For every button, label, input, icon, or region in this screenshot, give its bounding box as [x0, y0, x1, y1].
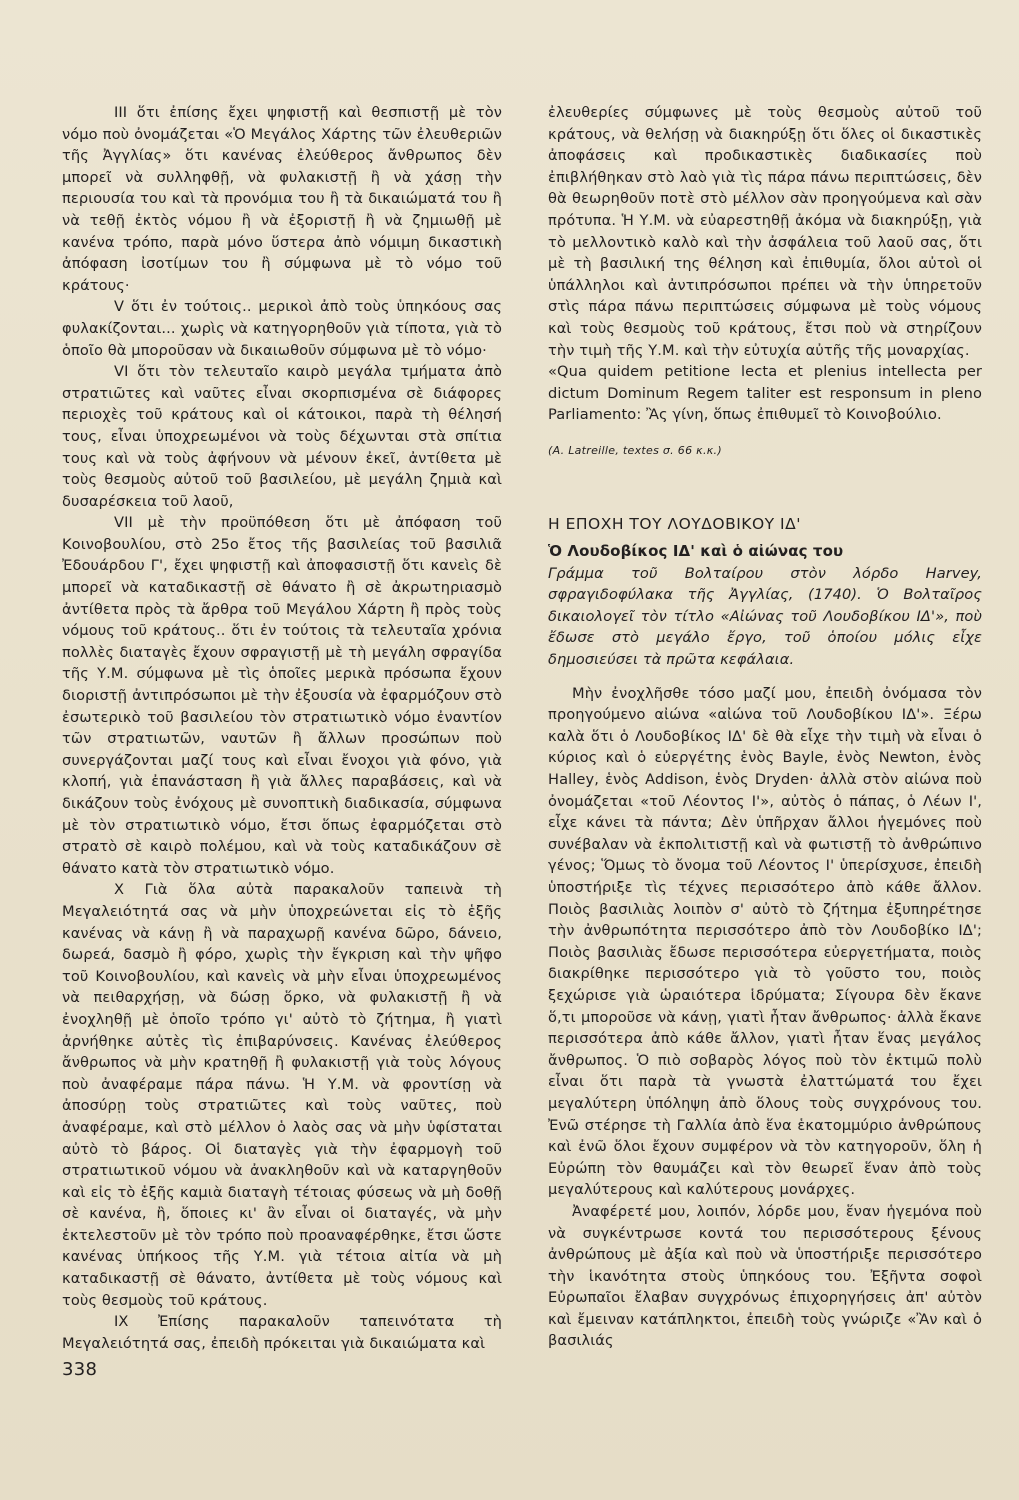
voltaire-paragraph-1: Μὴν ἐνοχλῆσθε τόσο μαζί μου, ἐπειδὴ ὀνόμασα τὸν προηγούμενο αἰώνα «αἰώνα τοῦ Λουδοβίκου ΙΔ'». Ξέρω καλὰ ὅτι ὁ Λουδοβίκος ΙΔ' δὲ θὰ εἶχε τὴν τιμὴ νὰ εἶναι ὁ κύριος καὶ ὁ εὐεργέτης ἑνὸς Bayle, ἑνὸς Newton, ἑνὸς Halley, ἑνὸς Addison, ἑνὸς Dryden· ἀλλὰ στὸν αἰώνα ποὺ ὀνομάζεται «τοῦ Λέοντος Ι'», αὐτὸς ὁ πάπας, ὁ Λέων Ι', εἶχε κάνει τὰ πάντα; Δὲν ὑπῆρχαν ἄλλοι ἡγεμόνες ποὺ συνέβαλαν νὰ ἐκπολιτιστῇ καὶ νὰ φωτιστῇ τὸ ἀνθρώπινο γένος; Ὅμως τὸ ὄνομα τοῦ Λέοντος Ι' ὑπερίσχυσε, ἐπειδὴ ὑποστήριξε τὶς τέχνες περισσότερο ἀπὸ κάθε ἄλλον. Ποιὸς βασιλιὰς λοιπὸν σ' αὐτὸ τὸ ζήτημα ἐξυπηρέτησε τὴν ἀνθρωπότητα περισσότερο ἀπὸ τὸν Λουδοβίκο ΙΔ'; Ποιὸς βασιλιὰς ἔδωσε περισσότερα εὐεργετήματα, ποιὸς διακρίθηκε περισσότερο γιὰ τὸ γοῦστο του, ποιὸς ξεχώρισε γιὰ ὡραιότερα ἱδρύματα; Σίγουρα δὲν ἔκανε ὅ,τι μποροῦσε νὰ κάνῃ, γιατὶ ἦταν ἄνθρωπος· ἀλλὰ ἔκανε περισσότερα ἀπὸ κάθε ἄλλον, γιατὶ ἦταν ἕνας μεγάλος ἄνθρωπος. Ὁ πιὸ σοβαρὸς λόγος ποὺ τὸν ἐκτιμῶ πολὺ εἶναι ὅτι παρὰ τὰ γνωστὰ ἐλαττώματά του ἔχει μεγαλύτερη ὑπόληψη ἀπὸ ὅλους τοὺς συγχρόνους του. Ἐνῶ στέρησε τὴ Γαλλία ἀπὸ ἕνα ἑκατομμύριο ἀνθρώπους καὶ ἐνῶ ὅλοι ἔχουν συμφέρον νὰ τὸν κατηγοροῦν, ὅλη ἡ Εὐρώπη τὸν θαυμάζει καὶ τὸν θεωρεῖ ἕναν ἀπὸ τοὺς μεγαλύτερους καὶ καλύτερους μονάρχες. — [548, 684, 982, 1199]
paragraph-vii: VII μὲ τὴν προϋπόθεση ὅτι μὲ ἀπόφαση τοῦ Κοινοβουλίου, στὸ 25ο ἔτος τῆς βασιλείας τοῦ βασιλιᾶ Ἐδουάρδου Γ', ἔχει ψηφιστῇ καὶ ἀποφασιστῇ ὅτι κανεὶς δὲ μπορεῖ νὰ καταδικαστῇ σὲ θάνατο ἢ σὲ ἀκρωτηριασμὸ ἀντίθετα πρὸς τὰ ἄρθρα τοῦ Μεγάλου Χάρτη ἢ πρὸς τοὺς νόμους τοῦ κράτους.. ὅτι ἐν τούτοις τὰ τελευταῖα χρόνια πολλὲς διαταγὲς ἔχουν σφραγιστῇ μὲ τὴ μεγάλη σφραγίδα τῆς Υ.Μ. σύμφωνα μὲ τὶς ὁποῖες μερικὰ πρόσωπα ἔχουν διοριστῇ ἀντιπρόσωποι μὲ τὴν ἐξουσία νὰ ἐφαρμόζουν στὸ ἐσωτερικὸ τοῦ βασιλείου τὸν στρατιωτικὸ νόμο ἐναντίον τῶν στρατιωτῶν, ναυτῶν ἢ ἄλλων προσώπων ποὺ συνεργάζονται μαζί τους καὶ εἶναι ἔνοχοι γιὰ φόνο, γιὰ κλοπή, γιὰ ἐπανάσταση ἢ γιὰ ἄλλες παραβάσεις, καὶ νὰ δικάζουν τοὺς ἐνόχους μὲ συνοπτικὴ διαδικασία, σύμφωνα μὲ τὸν στρατιωτικὸ νόμο, ἔτσι ὅπως ἐφαρμόζεται στὸ στρατὸ σὲ καιρὸ πολέμου, καὶ νὰ τοὺς καταδικάζουν σὲ θάνατο κατὰ τὸν στρατιωτικὸ νόμο. — [62, 514, 502, 877]
section-heading: Η ΕΠΟΧΗ ΤΟΥ ΛΟΥΔΟΒΙΚΟΥ ΙΔ' — [548, 514, 801, 533]
section-intro: Γράμμα τοῦ Βολταίρου στὸν λόρδο Harvey, σφραγιδοφύλακα τῆς Ἀγγλίας, (1740). Ὁ Βολταῖρος δικαιολογεῖ τὸν τίτλο «Αἰώνας τοῦ Λουδοβίκου ΙΔ'», ποὺ ἔδωσε στὸ μεγάλο ἔργο, τοῦ ὁποίου μόλις εἶχε δημοσιεύσει τὰ πρῶτα κεφάλαια. — [548, 564, 982, 669]
section-subheading: Ὁ Λουδοβίκος ΙΔ' καὶ ὁ αἰώνας του — [548, 542, 844, 561]
left-column — [62, 102, 502, 1354]
latin-response: «Qua quidem petitione lecta et plenius intellecta per dictum Dominum Regem taliter est responsum in pleno Parliamento: Ἂς γίνη, ὅπως ἐπιθυμεῖ τὸ Κοινοβούλιο. — [548, 363, 982, 424]
right-column — [548, 102, 982, 1352]
paragraph-vi: VI ὅτι τὸν τελευταῖο καιρὸ μεγάλα τμήματα ἀπὸ στρατιῶτες καὶ ναῦτες εἶναι σκορπισμένα σὲ διάφορες περιοχὲς τοῦ κράτους καὶ οἱ κάτοικοι, παρὰ τὴ θέλησή τους, εἶναι ὑποχρεωμένοι νὰ τοὺς δέχωνται στὰ σπίτια τους καὶ νὰ τοὺς ἀφήνουν νὰ μένουν ἐκεῖ, ἀντίθετα μὲ τοὺς θεσμοὺς αὐτοῦ τοῦ βασιλείου, μὲ μεγάλη ζημιὰ καὶ δυσαρέσκεια τοῦ λαοῦ, — [62, 363, 502, 510]
page-number: 338 — [62, 1359, 98, 1380]
paragraph-iii: III ὅτι ἐπίσης ἔχει ψηφιστῇ καὶ θεσπιστῇ μὲ τὸν νόμο ποὺ ὀνομάζεται «Ὁ Μεγάλος Χάρτης τῶν ἐλευθεριῶν τῆς Ἀγγλίας» ὅτι κανένας ἐλεύθερος ἄνθρωπος δὲν μπορεῖ νὰ συλληφθῇ, νὰ φυλακιστῇ ἢ νὰ χάσῃ τὴν περιουσία του καὶ τὰ προνόμια του ἢ τὰ δικαιώματά του ἢ νὰ τεθῇ ἐκτὸς νόμου ἢ νὰ ἐξοριστῇ ἢ νὰ ζημιωθῇ μὲ κανένα τρόπο, παρὰ μόνο ὕστερα ἀπὸ νόμιμη δικαστικὴ ἀπόφαση ἰσοτίμων του ἢ σύμφωνα μὲ τὸ νόμο τοῦ κράτους· — [62, 104, 502, 294]
paragraph-x: X Γιὰ ὅλα αὐτὰ παρακαλοῦν ταπεινὰ τὴ Μεγαλειότητά σας νὰ μὴν ὑποχρεώνεται εἰς τὸ ἑξῆς κανένας νὰ κάνῃ ἢ νὰ παραχωρῇ κανένα δῶρο, δάνειο, δωρεά, δασμὸ ἢ φόρο, χωρὶς τὴν ἔγκριση καὶ τὴν ψῆφο τοῦ Κοινοβουλίου, καὶ κανεὶς νὰ μὴν εἶναι ὑποχρεωμένος νὰ πειθαρχήσῃ, νὰ δώσῃ ὅρκο, νὰ φυλακιστῇ ἢ νὰ ἐνοχληθῇ μὲ ὁποῖο τρόπο γι' αὐτὸ τὸ ζήτημα, ἢ γιατὶ ἀρνήθηκε αὐτὲς τὶς ἐπιβαρύνσεις. Κανένας ἐλεύθερος ἄνθρωπος νὰ μὴν κρατηθῇ ἢ φυλακιστῇ γιὰ τοὺς λόγους ποὺ ἀναφέραμε πάρα πάνω. Ἡ Υ.Μ. νὰ φροντίσῃ νὰ ἀποσύρῃ τοὺς στρατιῶτες καὶ τοὺς ναῦτες, ποὺ ἀναφέραμε, καὶ στὸ μέλλον ὁ λαὸς σας νὰ μὴν ὑφίσταται αὐτὸ τὸ βάρος. Οἱ διαταγὲς γιὰ τὴν ἐφαρμογὴ τοῦ στρατιωτικοῦ νόμου νὰ ἀνακληθοῦν καὶ νὰ καταργηθοῦν καὶ εἰς τὸ ἑξῆς καμιὰ διαταγὴ τέτοιας φύσεως νὰ μὴ δοθῇ σὲ κανένα, ἢ, ὅποιες κι' ἂν εἶναι οἱ διαταγές, νὰ μὴν ἐκτελεστοῦν μὲ τὸν τρόπο ποὺ προαναφέρθηκε, ἔτσι ὥστε κανένας ὑπήκοος τῆς Υ.Μ. γιὰ τέτοια αἰτία νὰ μὴ καταδικαστῇ σὲ θάνατο, ἀντίθετα μὲ τοὺς νόμους καὶ τοὺς θεσμοὺς τοῦ κράτους. — [62, 881, 502, 1309]
paragraph-v: V ὅτι ἐν τούτοις.. μερικοὶ ἀπὸ τοὺς ὑπηκόους σας φυλακίζονται... χωρὶς νὰ κατηγορηθοῦν γιὰ τίποτα, γιὰ τὸ ὁποῖο θὰ μποροῦσαν νὰ δικαιωθοῦν σύμφωνα μὲ τὸ νόμο· — [62, 298, 502, 359]
paragraph-ix: IX Ἐπίσης παρακαλοῦν ταπεινότατα τὴ Μεγαλειότητά σας, ἐπειδὴ πρόκειται γιὰ δικαιώματα καὶ — [62, 1313, 502, 1352]
voltaire-paragraph-2: Ἀναφέρετέ μου, λοιπόν, λόρδε μου, ἕναν ἡγεμόνα ποὺ νὰ συγκέντρωσε κοντά του περισσότερους ξένους ἀνθρώπους μὲ ἀξία καὶ ποὺ νὰ ὑποστήριξε περισσότερο τὴν ἱκανότητα στοὺς ὑπηκόους του. Ἐξῆντα σοφοὶ Εὐρωπαῖοι ἔλαβαν συγχρόνως ἐπιχορηγήσεις ἀπ' αὐτὸν καὶ ἔμειναν κατάπληκτοι, ἐπειδὴ τοὺς γνώριζε «Ἂν καὶ ὁ βασιλιάς — [548, 1202, 982, 1350]
continuation-paragraph: ἐλευθερίες σύμφωνες μὲ τοὺς θεσμοὺς αὐτοῦ τοῦ κράτους, νὰ θελήσῃ νὰ διακηρύξῃ ὅτι ὅλες οἱ δικαστικὲς ἀποφάσεις καὶ προδικαστικὲς διαδικασίες ποὺ ἐπιβλήθηκαν στὸ λαὸ γιὰ τὶς πάρα πάνω περιπτώσεις, δὲν θὰ θεωρηθοῦν ποτὲ στὸ μέλλον σὰν προηγούμενα καὶ σὰν πρότυπα. Ἡ Υ.Μ. νὰ εὐαρεστηθῇ ἀκόμα νὰ διακηρύξῃ, γιὰ τὸ μελλοντικὸ καλὸ καὶ τὴν ἀσφάλεια τοῦ λαοῦ σας, ὅτι μὲ τὴ βασιλική της θέληση καὶ ἐπιθυμία, ὅλοι αὐτοὶ οἱ ὑπάλληλοι καὶ ἀντιπρόσωποι πρέπει νὰ τὴν ὑπηρετοῦν στὶς πάρα πάνω περιπτώσεις σύμφωνα μὲ τοὺς νόμους καὶ τοὺς θεσμοὺς τοῦ κράτους, ἔτσι ποὺ νὰ στηρίζουν τὴν τιμὴ τῆς Υ.Μ. καὶ τὴν εὐτυχία αὐτῆς τῆς μοναρχίας. — [548, 104, 982, 359]
source-citation: (A. Latreille, textes σ. 66 κ.κ.) — [548, 443, 722, 457]
